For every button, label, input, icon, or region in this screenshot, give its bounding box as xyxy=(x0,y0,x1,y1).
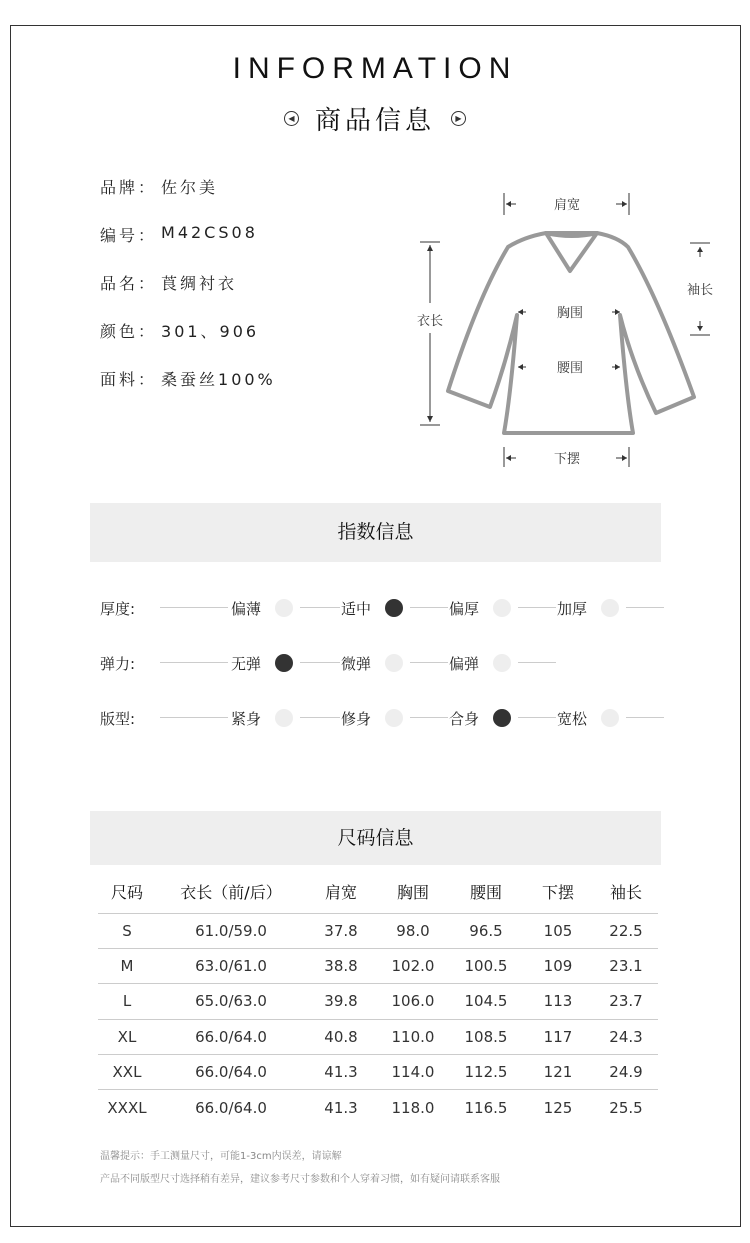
right-arrow-icon: ▶ xyxy=(451,111,466,126)
info-value: 莨绸衬衣 xyxy=(161,274,238,293)
index-section-title: 指数信息 xyxy=(90,503,661,562)
option-label: 无弹 xyxy=(231,655,262,673)
info-fabric xyxy=(100,367,276,415)
table-cell: 41.3 xyxy=(324,1098,358,1117)
table-cell: 66.0/64.0 xyxy=(156,1055,306,1090)
table-cell: 25.5 xyxy=(609,1098,643,1117)
label-shoulder: 肩宽 xyxy=(553,198,581,213)
info-label: 颜色： xyxy=(100,322,158,341)
table-cell: 102.0 xyxy=(376,948,450,983)
left-arrow-icon: ◀ xyxy=(284,111,299,126)
divider-line xyxy=(518,607,556,608)
info-value: M42CS08 xyxy=(161,223,258,242)
index-section xyxy=(0,590,750,740)
table-cell: 109 xyxy=(522,948,594,983)
table-cell: 116.5 xyxy=(464,1098,508,1117)
option-dot-selected xyxy=(493,709,511,727)
divider-line xyxy=(410,607,448,608)
table-row xyxy=(98,913,658,948)
table-cell: S xyxy=(98,913,156,948)
table-cell: 113 xyxy=(522,984,594,1019)
info-code xyxy=(100,223,276,271)
table-cell: 104.5 xyxy=(450,984,522,1019)
index-row-label: 厚度: xyxy=(100,600,136,618)
divider-line xyxy=(518,662,556,663)
table-row xyxy=(98,1055,658,1090)
table-cell: 63.0/61.0 xyxy=(156,948,306,983)
option-label: 宽松 xyxy=(557,710,588,728)
table-cell: 41.3 xyxy=(306,1055,376,1090)
table-cell: XL xyxy=(98,1019,156,1054)
table-cell: 23.7 xyxy=(594,984,658,1019)
divider-line xyxy=(626,717,664,718)
table-cell: 66.0/64.0 xyxy=(156,1019,306,1054)
table-cell: M xyxy=(98,948,156,983)
info-value: 佐尔美 xyxy=(161,178,219,197)
info-label: 品牌： xyxy=(100,178,158,197)
title-english: INFORMATION xyxy=(232,52,518,85)
option-dot xyxy=(601,709,619,727)
table-cell: 106.0 xyxy=(376,984,450,1019)
table-cell: 117 xyxy=(522,1019,594,1054)
table-cell: 65.0/63.0 xyxy=(156,984,306,1019)
option-label: 适中 xyxy=(341,600,372,618)
note-measurement: 温馨提示：手工测量尺寸，可能1-3cm内误差，请谅解 xyxy=(100,1151,342,1162)
table-cell: L xyxy=(98,984,156,1019)
table-cell: XXL xyxy=(98,1055,156,1090)
column-header: 尺码 xyxy=(98,871,156,913)
shirt-outline-icon xyxy=(448,233,694,433)
table-cell: 66.0/64.0 xyxy=(195,1098,267,1117)
table-row xyxy=(98,1019,658,1054)
table-cell: 24.9 xyxy=(594,1055,658,1090)
table-cell: 121 xyxy=(522,1055,594,1090)
option-dot-selected xyxy=(385,599,403,617)
table-cell: 108.5 xyxy=(450,1019,522,1054)
label-chest: 胸围 xyxy=(556,306,584,321)
note-fit-advice: 产品不同版型尺寸选择稍有差异，建议参考尺寸参数和个人穿着习惯，如有疑问请联系客服 xyxy=(100,1174,500,1185)
divider-line xyxy=(300,662,340,663)
table-header-row xyxy=(98,871,658,913)
table-cell: 22.5 xyxy=(594,913,658,948)
table-cell: 38.8 xyxy=(306,948,376,983)
info-name xyxy=(100,271,276,319)
table-cell: 125 xyxy=(543,1098,573,1117)
table-row xyxy=(98,1090,658,1125)
table-cell: 105 xyxy=(522,913,594,948)
option-label: 紧身 xyxy=(231,710,262,728)
divider-line xyxy=(160,662,228,663)
notes xyxy=(100,1145,500,1191)
option-label: 加厚 xyxy=(557,600,588,618)
table-cell: 96.5 xyxy=(450,913,522,948)
divider-line xyxy=(160,607,228,608)
option-dot xyxy=(601,599,619,617)
table-cell: 37.8 xyxy=(306,913,376,948)
label-length: 衣长 xyxy=(416,314,444,329)
size-section-title: 尺码信息 xyxy=(90,811,661,865)
column-header: 胸围 xyxy=(376,871,450,913)
table-cell: 24.3 xyxy=(594,1019,658,1054)
title-chinese: 商品信息 xyxy=(314,106,435,136)
column-header: 下摆 xyxy=(522,871,594,913)
table-cell: 100.5 xyxy=(450,948,522,983)
table-cell: 23.1 xyxy=(594,948,658,983)
option-dot-selected xyxy=(275,654,293,672)
table-cell: 110.0 xyxy=(376,1019,450,1054)
table-row xyxy=(98,984,658,1019)
info-value: 桑蚕丝100% xyxy=(161,370,276,389)
table-cell: 114.0 xyxy=(376,1055,450,1090)
divider-line xyxy=(160,717,228,718)
option-dot xyxy=(275,599,293,617)
option-label: 偏薄 xyxy=(231,600,262,618)
info-label: 面料： xyxy=(100,370,158,389)
option-label: 微弹 xyxy=(341,655,372,673)
index-row-label: 弹力: xyxy=(100,655,136,673)
column-header: 袖长 xyxy=(594,871,658,913)
info-label: 品名： xyxy=(100,274,158,293)
option-dot xyxy=(385,654,403,672)
size-table xyxy=(98,871,658,1125)
table-cell: 118.0 xyxy=(391,1098,435,1117)
divider-line xyxy=(518,717,556,718)
option-dot xyxy=(493,654,511,672)
divider-line xyxy=(410,717,448,718)
option-label: 合身 xyxy=(449,710,480,728)
index-row-label: 版型: xyxy=(100,710,136,728)
divider-line xyxy=(626,607,664,608)
info-color xyxy=(100,319,276,367)
label-sleeve: 袖长 xyxy=(686,283,714,298)
option-label: 修身 xyxy=(341,710,372,728)
table-cell: 61.0/59.0 xyxy=(156,913,306,948)
garment-diagram xyxy=(400,185,730,475)
table-cell: 39.8 xyxy=(306,984,376,1019)
info-value: 301、906 xyxy=(161,322,260,341)
index-row-elasticity xyxy=(0,653,750,673)
option-dot xyxy=(385,709,403,727)
info-brand xyxy=(100,175,276,223)
product-info-list xyxy=(100,175,276,415)
table-cell: 112.5 xyxy=(450,1055,522,1090)
table-cell: 98.0 xyxy=(376,913,450,948)
index-row-fit xyxy=(0,708,750,728)
table-row xyxy=(98,948,658,983)
divider-line xyxy=(300,607,340,608)
label-hem: 下摆 xyxy=(553,452,581,467)
divider-line xyxy=(410,662,448,663)
label-waist: 腰围 xyxy=(556,361,584,376)
option-label: 偏弹 xyxy=(449,655,480,673)
index-row-thickness xyxy=(0,598,750,618)
table-cell: 40.8 xyxy=(306,1019,376,1054)
column-header: 衣长（前/后） xyxy=(156,871,306,913)
option-label: 偏厚 xyxy=(449,600,480,618)
column-header: 腰围 xyxy=(450,871,522,913)
column-header: 肩宽 xyxy=(306,871,376,913)
option-dot xyxy=(275,709,293,727)
info-label: 编号： xyxy=(100,226,158,245)
option-dot xyxy=(493,599,511,617)
title-chinese-row xyxy=(0,100,750,137)
divider-line xyxy=(300,717,340,718)
table-cell: XXXL xyxy=(107,1098,147,1117)
